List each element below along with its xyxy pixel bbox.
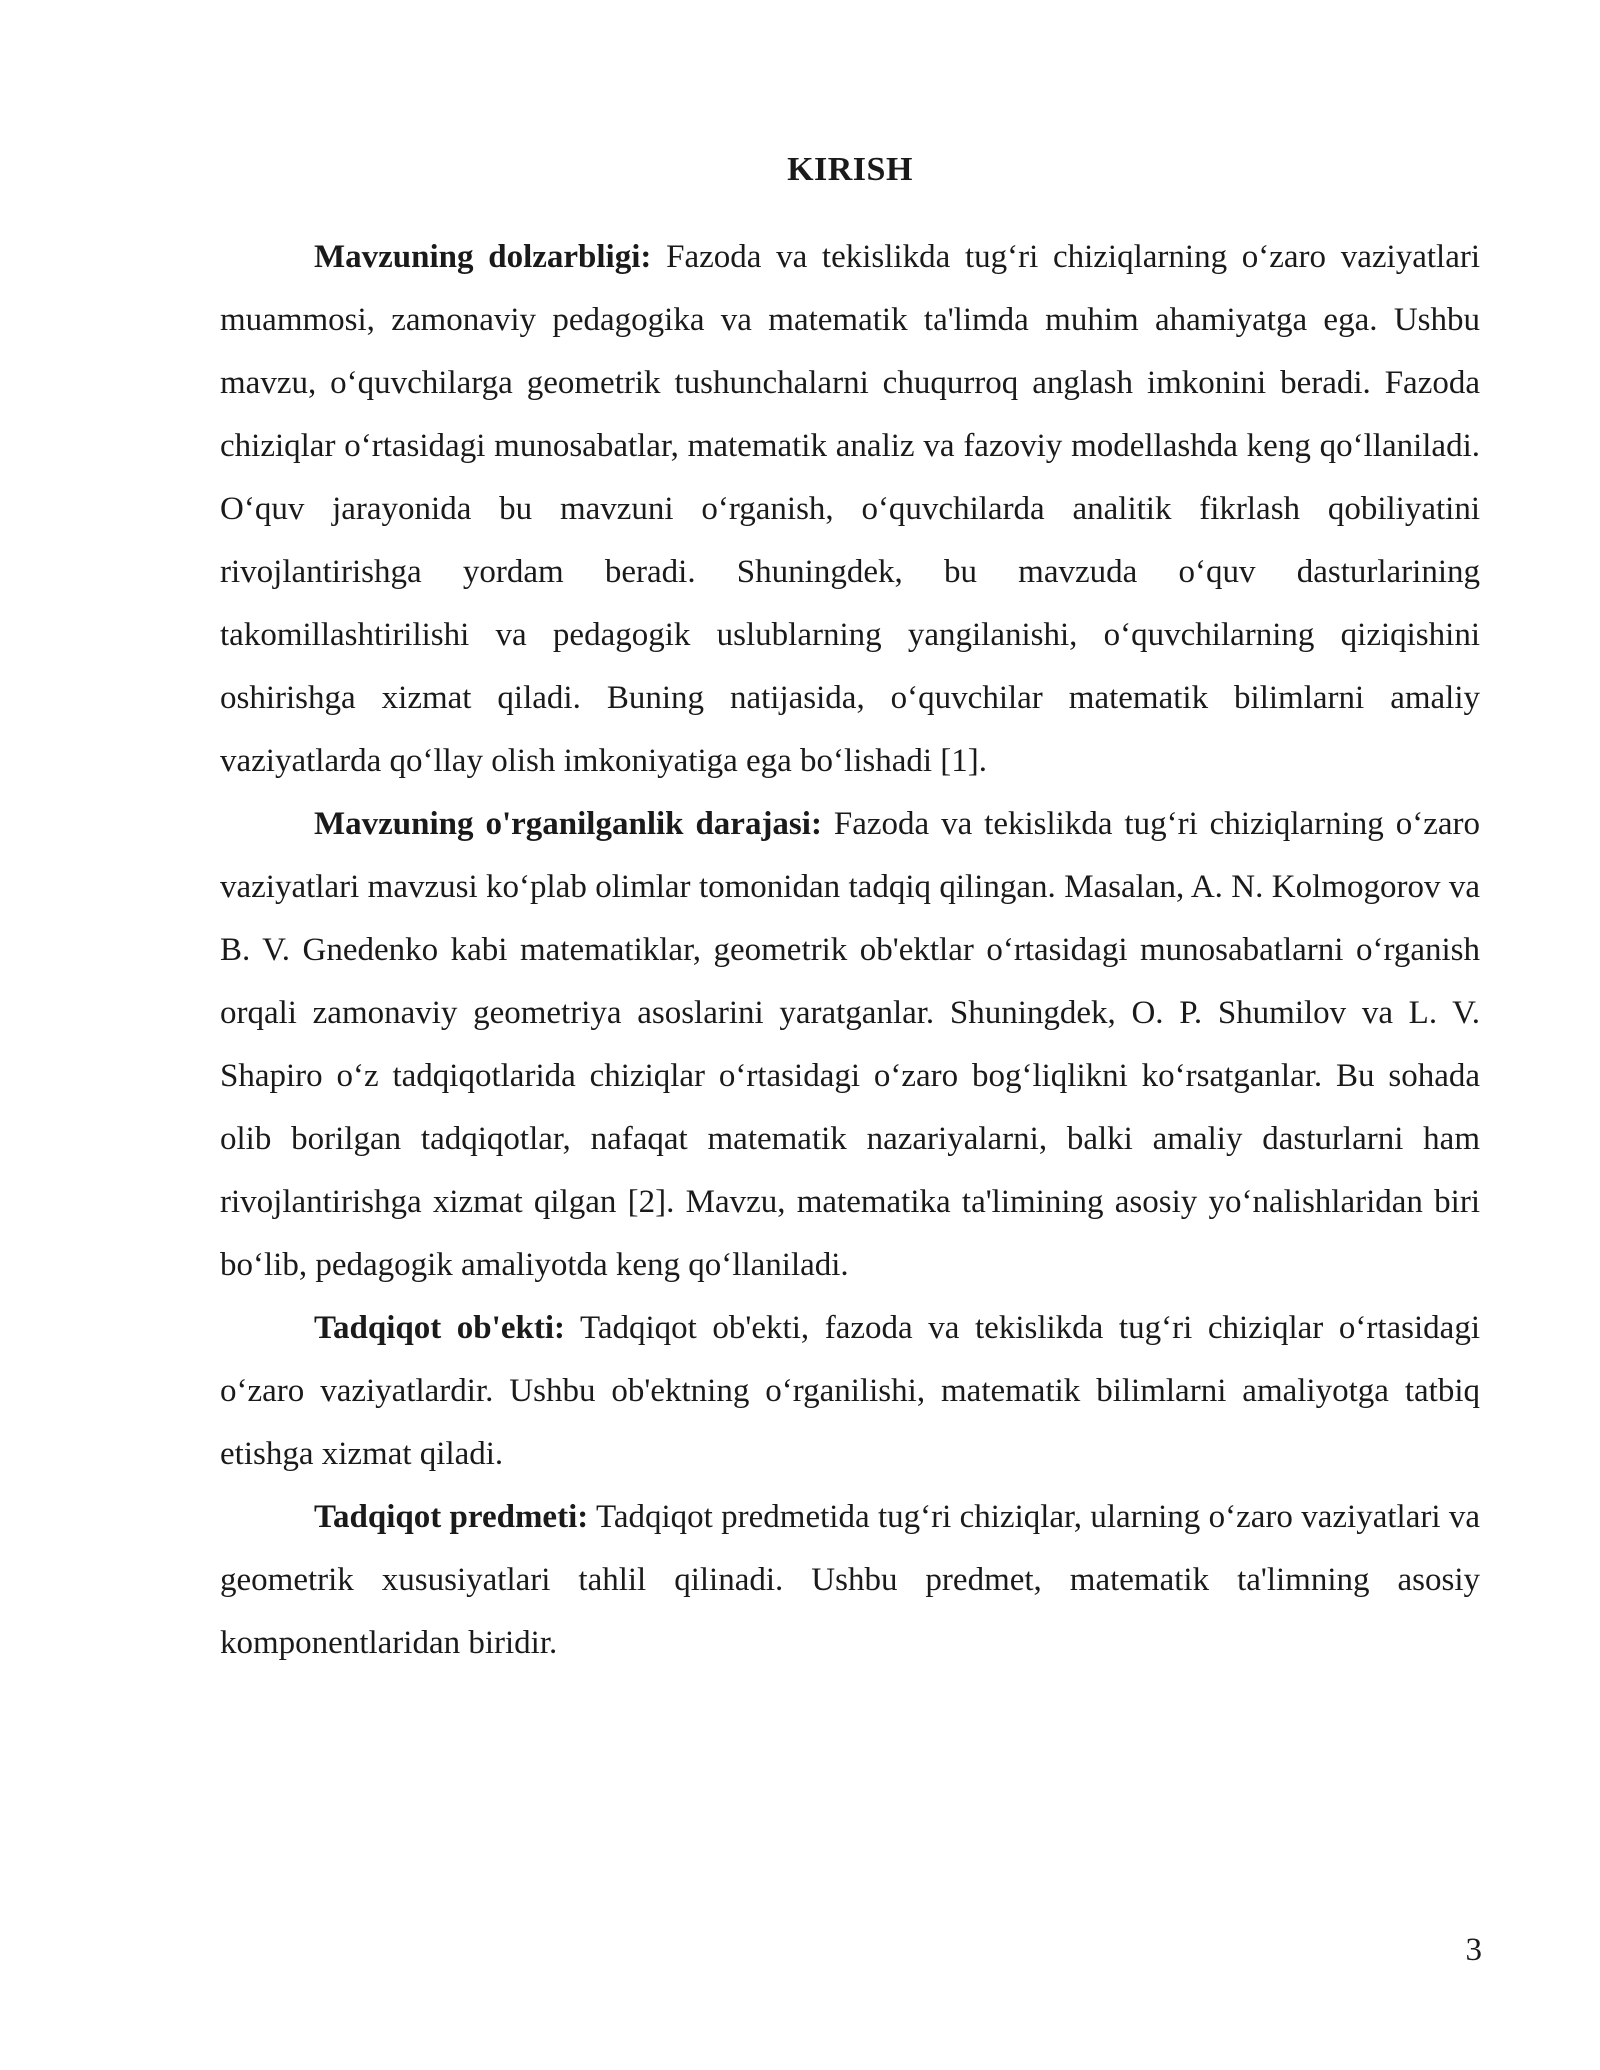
- paragraph-text: Tadqiqot ob'ekti, fazoda va tekislikda tug‘ri chiziqlar o‘rtasidagi o‘zaro vaziyatlardir. Ushbu ob'ektning o‘rganilishi, matematik bilimlarni amaliyotga tatbiq etishga xizmat qiladi.: [220, 1310, 1480, 1472]
- page-number: 3: [1465, 1932, 1482, 1968]
- paragraph-heading: Tadqiqot predmeti:: [314, 1499, 589, 1535]
- paragraph-research-object: [220, 1297, 1480, 1486]
- document-page: [220, 148, 1480, 1675]
- paragraph-heading: Tadqiqot ob'ekti:: [314, 1310, 565, 1346]
- paragraph-text: Fazoda va tekislikda tug‘ri chiziqlarning o‘zaro vaziyatlari muammosi, zamonaviy pedagogika va matematik ta'limda muhim ahamiyatga ega. Ushbu mavzu, o‘quvchilarga geometrik tushunchalarni chuqurroq anglash imkonini beradi. Fazoda chiziqlar o‘rtasidagi munosabatlar, matematik analiz va fazoviy modellashda keng qo‘llaniladi. O‘quv jarayonida bu mavzuni o‘rganish, o‘quvchilarda analitik fikrlash qobiliyatini rivojlantirishga yordam beradi. Shuningdek, bu mavzuda o‘quv dasturlarining takomillashtirilishi va pedagogik uslublarning yangilanishi, o‘quvchilarning qiziqishini oshirishga xizmat qiladi. Buning natijasida, o‘quvchilar matematik bilimlarni amaliy vaziyatlarda qo‘llay olish imkoniyatiga ega bo‘lishadi [1].: [220, 239, 1480, 779]
- paragraph-study-level: [220, 793, 1480, 1297]
- paragraph-text: Tadqiqot predmetida tug‘ri chiziqlar, ularning o‘zaro vaziyatlari va geometrik xususiyatlari tahlil qilinadi. Ushbu predmet, matematik ta'limning asosiy komponentlaridan biridir.: [220, 1499, 1480, 1661]
- paragraph-research-subject: [220, 1486, 1480, 1675]
- paragraph-heading: Mavzuning o'rganilganlik darajasi:: [314, 806, 822, 842]
- paragraph-heading: Mavzuning dolzarbligi:: [314, 239, 652, 275]
- page-title: KIRISH: [787, 151, 913, 188]
- paragraph-text: Fazoda va tekislikda tug‘ri chiziqlarning o‘zaro vaziyatlari mavzusi ko‘plab olimlar tomonidan tadqiq qilingan. Masalan, A. N. Kolmogorov va B. V. Gnedenko kabi matematiklar, geometrik ob'ektlar o‘rtasidagi munosabatlarni o‘rganish orqali zamonaviy geometriya asoslarini yaratganlar. Shuningdek, O. P. Shumilov va L. V. Shapiro o‘z tadqiqotlarida chiziqlar o‘rtasidagi o‘zaro bog‘liqlikni ko‘rsatganlar. Bu sohada olib borilgan tadqiqotlar, nafaqat matematik nazariyalarni, balki amaliy dasturlarni ham rivojlantirishga xizmat qilgan [2]. Mavzu, matematika ta'limining asosiy yo‘nalishlaridan biri bo‘lib, pedagogik amaliyotda keng qo‘llaniladi.: [220, 806, 1480, 1283]
- paragraph-relevance: [220, 226, 1480, 793]
